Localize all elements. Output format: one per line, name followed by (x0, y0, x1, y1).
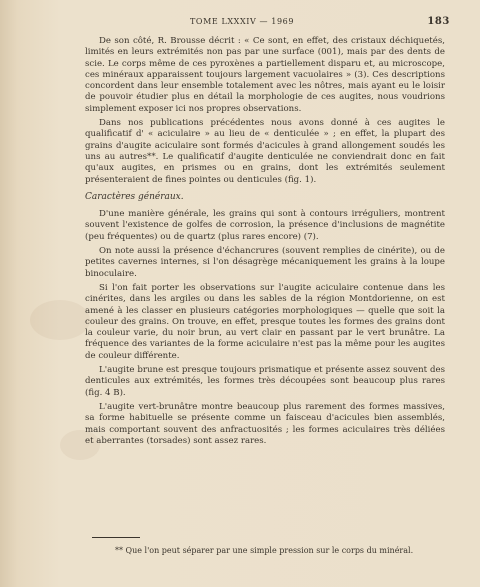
paragraph: L'augite vert-brunâtre montre beaucoup plus rarement des formes massives, sa forme habituelle se présente comme un faisceau d'acicules bien assemblés, mais comportant souvent des anfractuosités ; les formes aciculaires très déliées et aberrantes (torsades) sont assez rares. (85, 401, 445, 446)
body-text (85, 36, 445, 450)
running-title: TOME LXXXIV — 1969 (190, 17, 295, 26)
footnote-divider (92, 537, 140, 538)
paragraph: Si l'on fait porter les observations sur l'augite aciculaire contenue dans les cinérites, dans les argiles ou dans les sables de la région Montdorienne, on est amené à les classer en plusieurs catégories morphologiques — quelle que soit la couleur des grains. On trouve, en effet, presque toutes les formes des grains dont la couleur varie, du noir brun, au vert clair en passant par le vert brunâtre. La fréquence des variantes de la forme aciculaire n'est pas la même pour les augites de couleur différente. (85, 282, 445, 361)
paragraph: De son côté, R. Brousse décrit : « Ce sont, en effet, des cristaux déchiquetés, limités en leurs extrémités non pas par une surface (001), mais par des dents de scie. Le corps même de ces pyroxènes a partiellement disparu et, au microscope, ces minéraux apparaissent toujours largement vacuolaires » (3). Ces descriptions concordent dans leur ensemble totalement avec les nôtres, mais ayant eu le loisir de pouvoir étudier plus en détail la morphologie de ces augites, nous voudrions simplement exposer ici nos propres observations. (85, 36, 445, 114)
paragraph: D'une manière générale, les grains qui sont à contours irréguliers, montrent souvent l'existence de golfes de corrosion, la présence d'inclusions de magnétite (peu fréquentes) ou de quartz (plus rares encore) (7). (85, 209, 445, 242)
section-heading: Caractères généraux. (85, 191, 184, 202)
footnote: ** Que l'on peut séparer par une simple pression sur le corps du minéral. (115, 546, 414, 555)
paragraph: On note aussi la présence d'échancrures (souvent remplies de cinérite), ou de petites cavernes internes, si l'on désagrège mécaniquement les grains à la loupe binoculaire. (85, 246, 445, 279)
paragraph: Dans nos publications précédentes nous avons donné à ces augites le qualificatif d' « aciculaire » au lieu de « denticulée » ; en effet, la plupart des grains d'augite aciculaire sont formés d'acicules à grand allongement soudés les uns au autres**. Le qualificatif d'augite denticulée ne conviendrait donc en fait qu'aux augites, en prismes ou en grains, dont les extrémités seulement présenteraient de fines pointes ou denticules (fig. 1). (85, 118, 445, 185)
page-number: 183 (427, 16, 450, 27)
running-header (0, 16, 480, 30)
paragraph: L'augite brune est presque toujours prismatique et présente assez souvent des denticules aux extrémités, les formes très découpées sont beaucoup plus rares (fig. 4 B). (85, 365, 445, 398)
paper-stain (30, 300, 90, 340)
